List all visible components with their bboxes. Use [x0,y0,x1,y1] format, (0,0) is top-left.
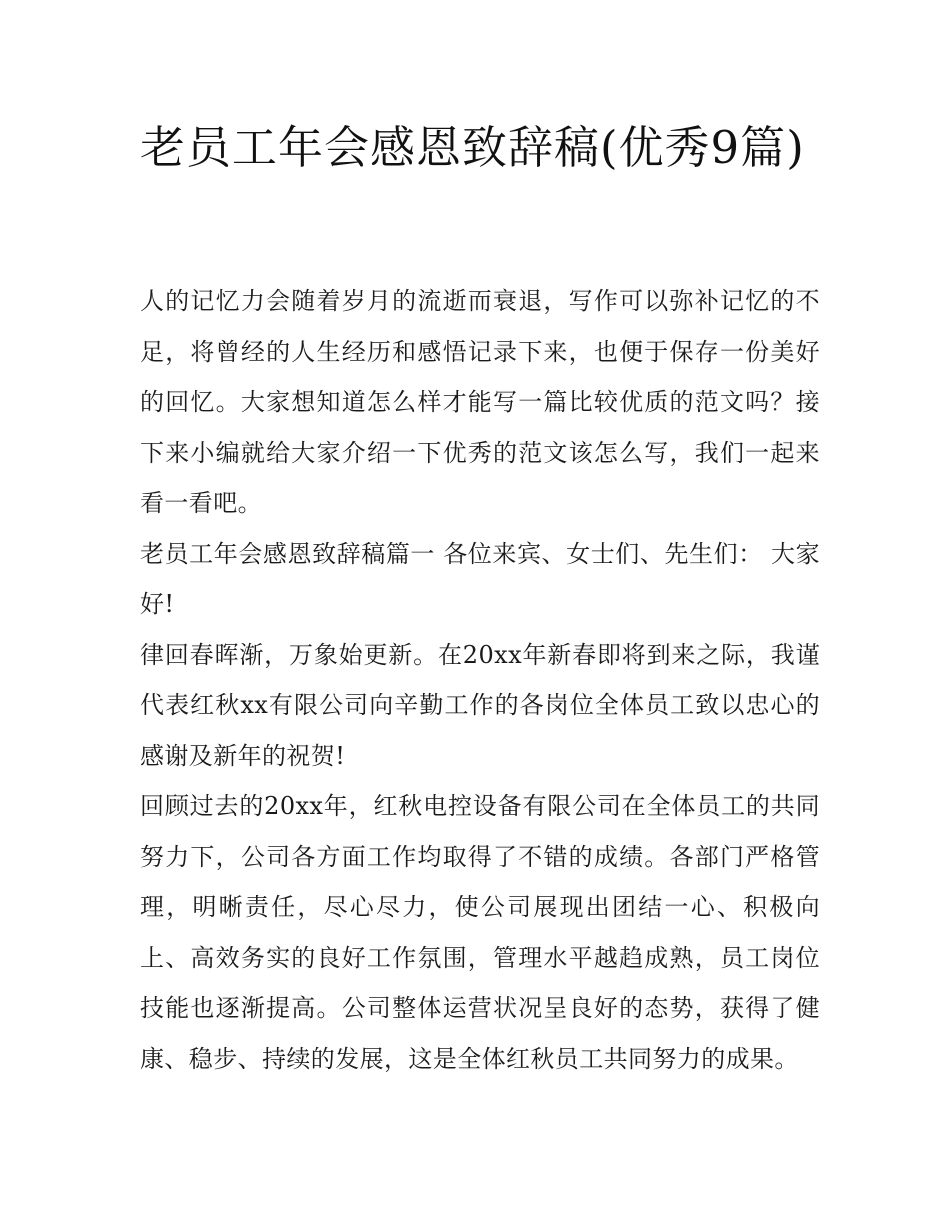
document-body [140,276,820,1084]
paragraph-review: 回顾过去的20xx年，红秋电控设备有限公司在全体员工的共同努力下，公司各方面工作均取得了不错的成绩。各部门严格管理，明晰责任，尽心尽力，使公司展现出团结一心、积极向上、高效务实的良好工作氛围，管理水平越趋成熟，员工岗位技能也逐渐提高。公司整体运营状况呈良好的态势，获得了健康、稳步、持续的发展，这是全体红秋员工共同努力的成果。 [140,792,820,1073]
paragraph-greeting: 老员工年会感恩致辞稿篇一 各位来宾、女士们、先生们： 大家好! [140,539,820,618]
document-title: 老员工年会感恩致辞稿(优秀9篇) [140,121,805,174]
paragraph-intro: 人的记忆力会随着岁月的流逝而衰退，写作可以弥补记忆的不足，将曾经的人生经历和感悟记录下来，也便于保存一份美好的回忆。大家想知道怎么样才能写一篇比较优质的范文吗？接下来小编就给大家介绍一下优秀的范文该怎么写，我们一起来看一看吧。 [140,287,820,517]
paragraph-new-year: 律回春晖渐，万象始更新。在20xx年新春即将到来之际，我谨代表红秋xx有限公司向辛勤工作的各岗位全体员工致以忠心的感谢及新年的祝贺! [140,640,820,770]
